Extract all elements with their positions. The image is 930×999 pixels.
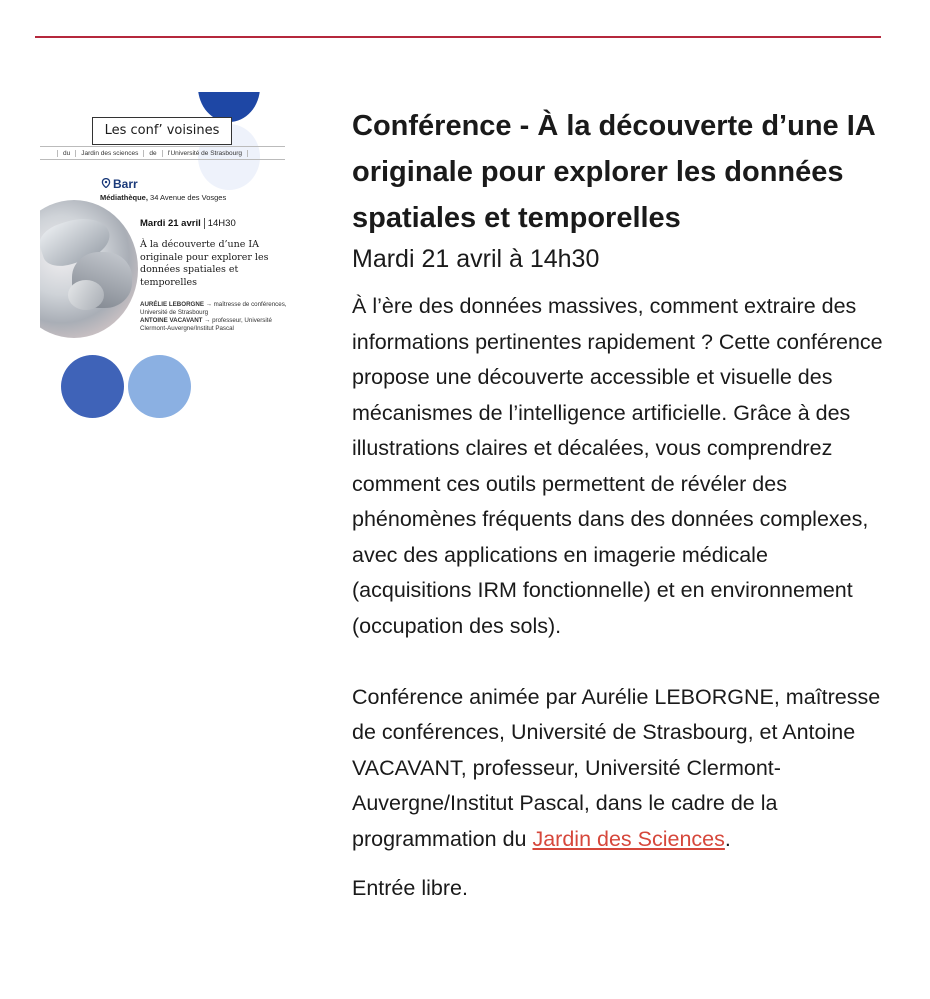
event-entry-info: Entrée libre. (352, 876, 468, 900)
event-title: Conférence - À la découverte d’une IA originale pour explorer les données spatiales et temporelles (352, 110, 875, 234)
poster-speaker2-role: → professeur, Université Clermont-Auvergne/Institut Pascal (140, 317, 272, 332)
event-details (352, 103, 892, 907)
poster-series-title: Les conf’ voisines (92, 117, 232, 145)
top-divider (35, 36, 881, 38)
poster-time: 14H30 (207, 218, 236, 229)
event-description: À l’ère des données massives, comment extraire des informations pertinentes rapidement ? Cette conférence propose une découverte accessible et visuelle des mécanismes de l’intelligence artificielle. Grâce à des illustrations claires et décalées, vous comprendrez comment ces outils permettent de révéler des phénomènes fréquents dans des données complexes, avec des applications en imagerie médicale (acquisitions IRM fonctionnelle) et en environnement (occupation des sols). (352, 294, 883, 638)
poster-photo-hands (40, 200, 138, 338)
event-body (352, 289, 892, 857)
poster-strip-jardin: Jardin des sciences (75, 150, 143, 157)
poster-circle-dark-blue (61, 355, 124, 418)
poster-circle-light-blue (128, 355, 191, 418)
event-speakers-text: Conférence animée par Aurélie LEBORGNE, maîtresse de conférences, Université de Strasbourg, et Antoine VACAVANT, professeur, Université Clermont-Auvergne/Institut Pascal, dans le cadre de la programmation du (352, 684, 881, 851)
poster-venue-name: Médiathèque, (100, 193, 148, 202)
event-speakers-suffix: . (724, 826, 731, 851)
poster-speaker1-role: → maîtresse de conférences, Université de Strasbourg (140, 301, 287, 316)
poster-venue (100, 193, 226, 202)
poster-date-day: Mardi 21 avril (140, 218, 201, 229)
poster-speakers (140, 301, 290, 333)
event-date: Mardi 21 avril à 14h30 (352, 245, 600, 273)
location-pin-icon (101, 178, 111, 188)
poster-date (140, 218, 236, 229)
poster-speaker1-name: AURÉLIE LEBORGNE (140, 301, 204, 308)
poster-speaker2-name: ANTOINE VACAVANT (140, 317, 203, 324)
poster-strip-universite: l’Université de Strasbourg (162, 150, 248, 157)
poster-conference-title: À la découverte d’une IA originale pour explorer les données spatiales et temporelles (140, 239, 269, 288)
poster-venue-address: 34 Avenue des Vosges (150, 193, 227, 202)
poster-organizer-strip (40, 146, 285, 160)
event-poster (40, 92, 290, 422)
poster-city: Barr (113, 177, 138, 191)
jardin-des-sciences-link[interactable]: Jardin des Sciences (532, 826, 725, 851)
poster-strip-de: de (143, 150, 161, 157)
poster-strip-du: du (57, 150, 75, 157)
event-speakers (352, 680, 892, 858)
